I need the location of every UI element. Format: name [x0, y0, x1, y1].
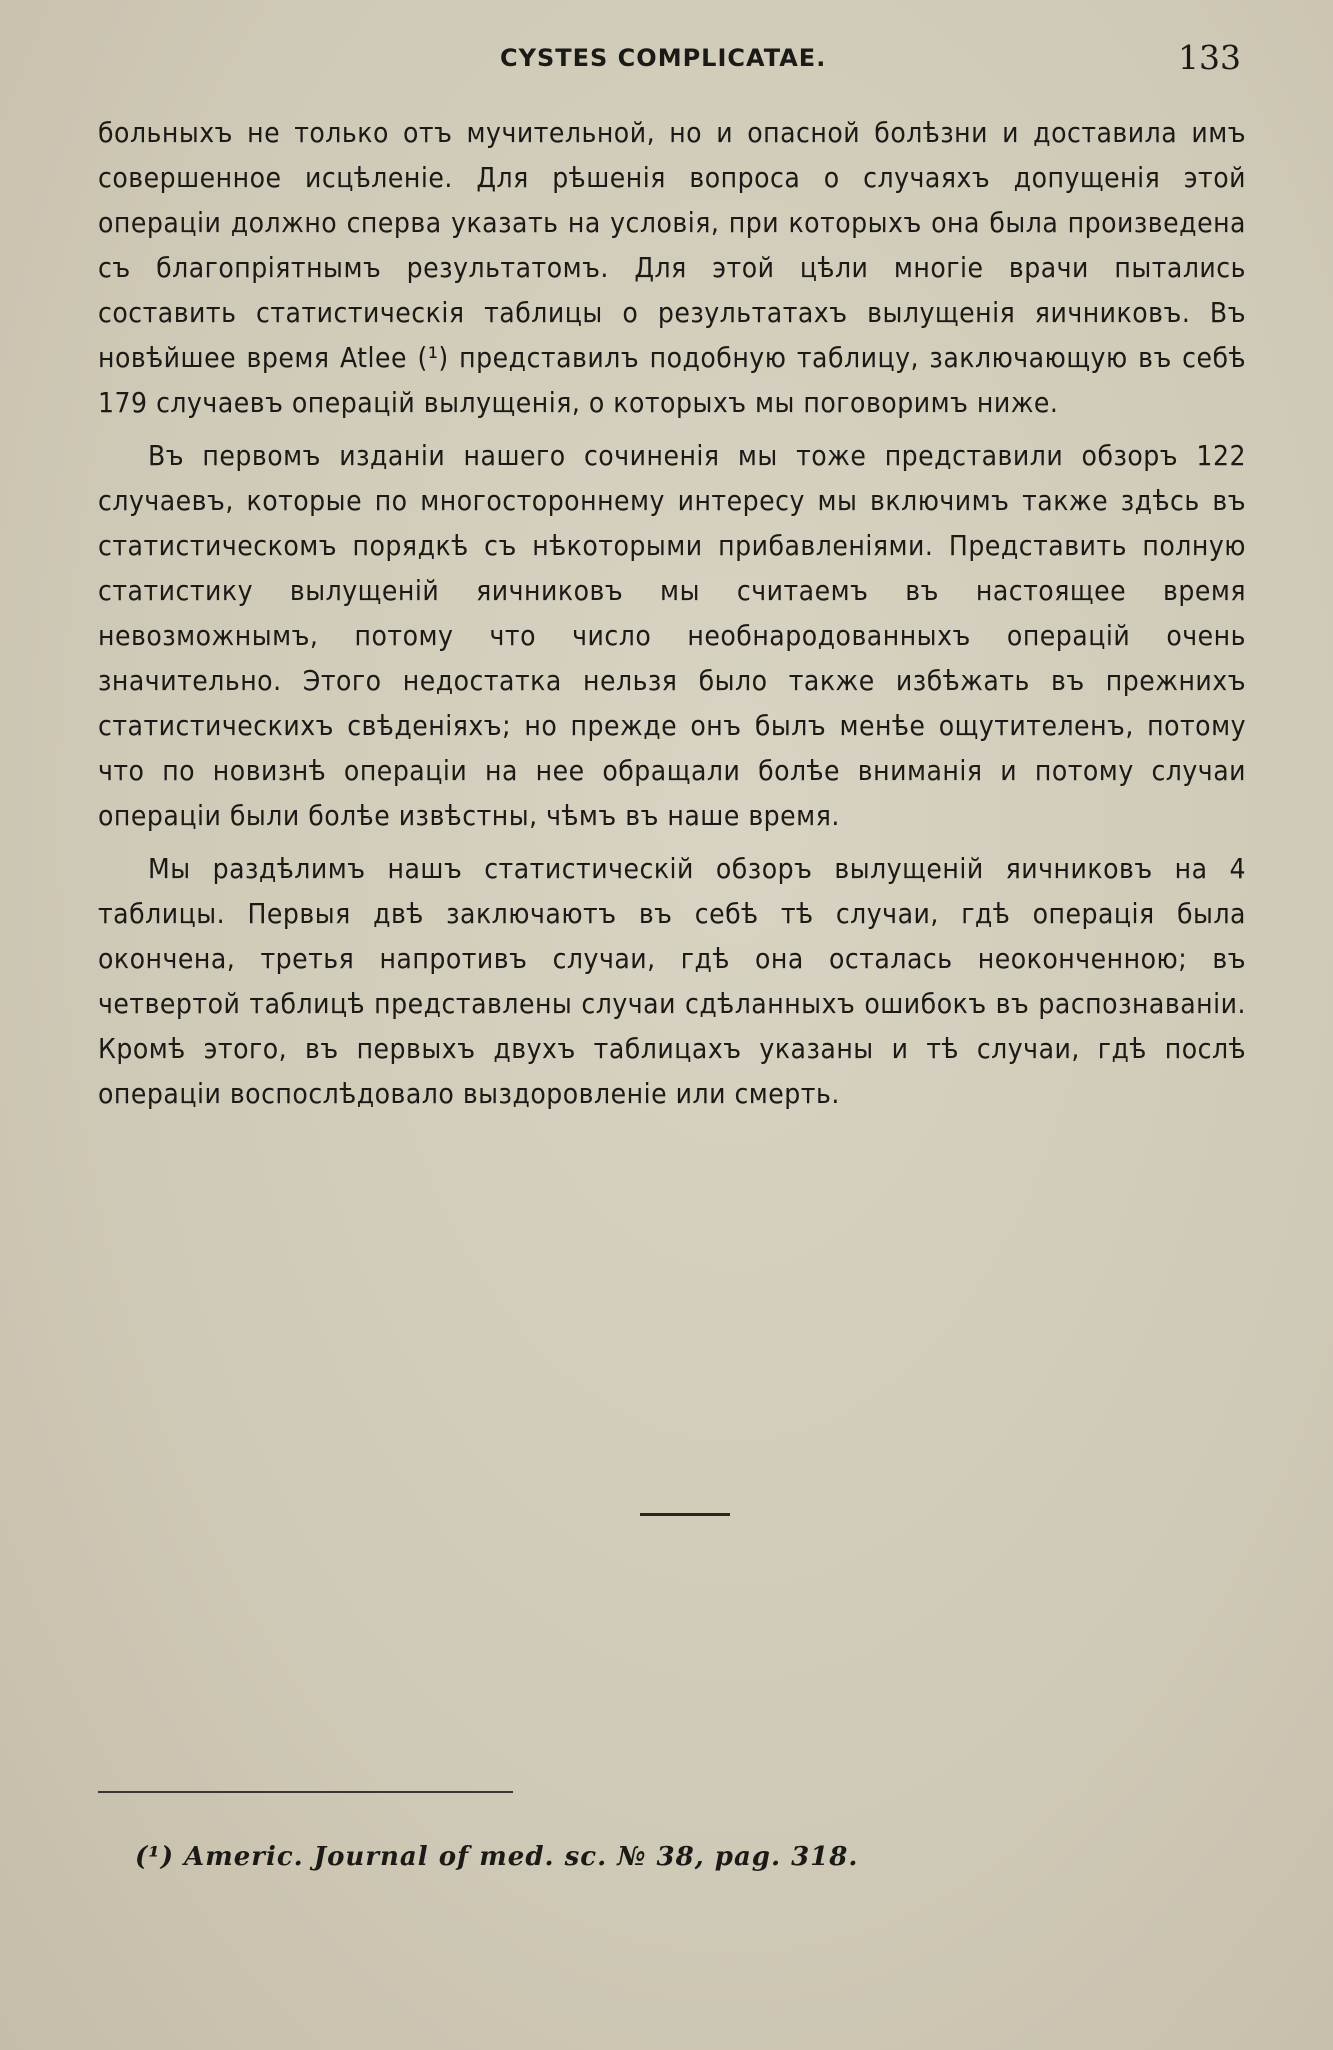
page-number: 133 [1178, 38, 1241, 77]
footnote: (¹) Americ. Journal of med. sc. № 38, pag. 318. [135, 1842, 859, 1872]
running-head [0, 38, 1333, 78]
paragraph-3: Мы раздѣлимъ нашъ статистическій обзоръ вылущеній яичниковъ на 4 таблицы. Первыя двѣ заключаютъ въ себѣ тѣ случаи, гдѣ операція была окончена, третья напротивъ случаи, гдѣ она осталась неоконченною; въ четвертой таблицѣ представлены случаи сдѣланныхъ ошибокъ въ распознаваніи. Кромѣ этого, въ первыхъ двухъ таблицахъ указаны и тѣ случаи, гдѣ послѣ операціи воспослѣдовало выздоровленіе или смерть. [98, 852, 1246, 1110]
footnote-rule [98, 1791, 513, 1793]
section-separator [640, 1513, 730, 1516]
body-text [98, 110, 1246, 1124]
paragraph-1: больныхъ не только отъ мучительной, но и опасной болѣзни и доставила имъ совершенное исцѣленіе. Для рѣшенія вопроса о случаяхъ допущенія этой операціи должно сперва указать на условія, при которыхъ она была произведена съ благопріятнымъ результатомъ. Для этой цѣли многіе врачи пытались составить статистическія таблицы о результатахъ вылущенія яичниковъ. Въ новѣйшее время Atlee (¹) представилъ подобную таблицу, заключающую въ себѣ 179 случаевъ операцій вылущенія, о которыхъ мы поговоримъ ниже. [98, 116, 1246, 419]
paragraph-2: Въ первомъ изданіи нашего сочиненія мы тоже представили обзоръ 122 случаевъ, которые по многостороннему интересу мы включимъ также здѣсь въ статистическомъ порядкѣ съ нѣкоторыми прибавленіями. Представить полную статистику вылущеній яичниковъ мы считаемъ въ настоящее время невозможнымъ, потому что число необнародованныхъ операцій очень значительно. Этого недостатка нельзя было также избѣжать въ прежнихъ статистическихъ свѣденіяхъ; но прежде онъ былъ менѣе ощутителенъ, потому что по новизнѣ операціи на нее обращали болѣе вниманія и потому случаи операціи были болѣе извѣстны, чѣмъ въ наше время. [98, 439, 1246, 832]
running-title: CYSTES COMPLICATAE. [500, 44, 827, 72]
